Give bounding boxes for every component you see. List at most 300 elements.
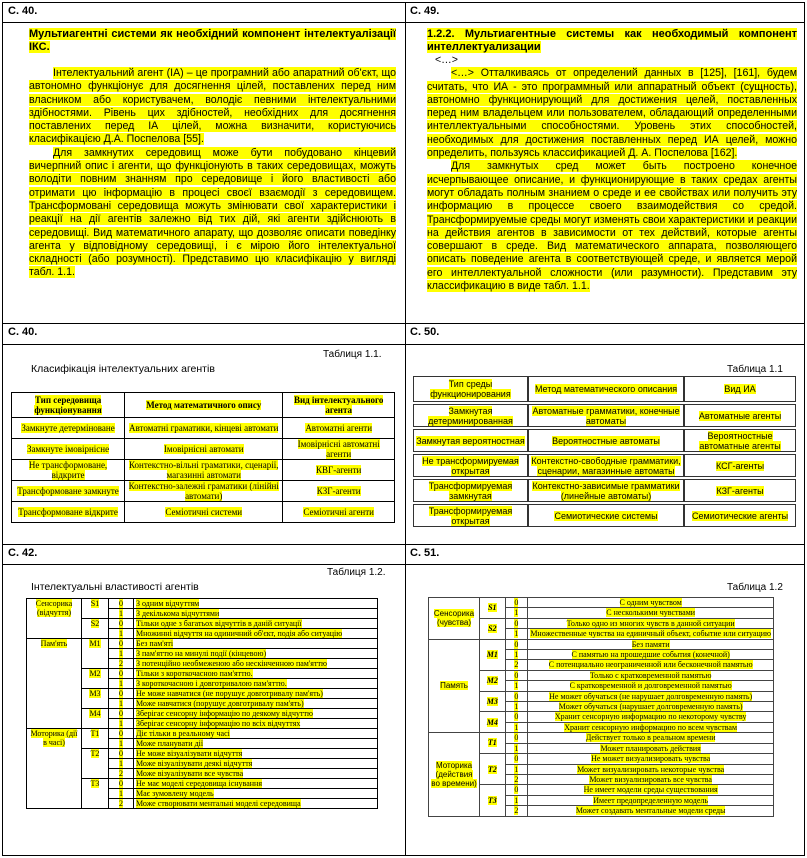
property-code: M2 — [89, 669, 101, 678]
table-cell — [12, 439, 125, 460]
page-ref-rus-1: С. 49. — [410, 5, 440, 17]
ukr-table1-title: Класифікація інтелектуальних агентів — [31, 363, 215, 375]
level-cell — [505, 806, 528, 816]
description-cell — [528, 650, 774, 660]
description-cell-text: Хранит сенсорную информацию по некоторому чувству — [554, 712, 747, 722]
level-cell — [109, 729, 134, 739]
description-cell — [528, 629, 774, 639]
table-cell-text: Не трансформируемая открытая — [422, 455, 519, 476]
description-cell — [528, 681, 774, 691]
table-cell-text: Трансформируемая открытая — [428, 505, 513, 526]
description-cell — [134, 749, 378, 759]
row-divider — [3, 323, 804, 324]
table-row — [429, 618, 774, 628]
table-cell — [684, 479, 796, 502]
level-cell — [505, 712, 528, 722]
level-cell-text: 1 — [514, 650, 519, 660]
level-cell-text: 1 — [514, 608, 519, 618]
table-cell — [413, 479, 528, 502]
table-cell — [528, 429, 684, 452]
table-header-cell — [12, 393, 125, 418]
table-cell — [12, 460, 125, 481]
description-cell — [528, 639, 774, 649]
table-cell — [283, 481, 395, 502]
level-cell — [109, 619, 134, 629]
table-cell-text: Семіотичні агенти — [303, 507, 374, 517]
property-group-cell — [429, 733, 480, 816]
property-code: T2 — [487, 764, 497, 774]
table-row — [12, 439, 395, 460]
description-cell-text: Может планировать действия — [600, 743, 701, 753]
level-cell-text: 1 — [119, 679, 123, 688]
description-cell-text: З короткочасною і довготривалою пам'яттю. — [136, 679, 287, 688]
level-cell — [505, 733, 528, 743]
table-row — [12, 460, 395, 481]
table-cell — [413, 404, 528, 427]
level-cell — [109, 649, 134, 659]
ukr-table2-caption: Таблиця 1.2. — [327, 567, 386, 578]
table-header-cell — [413, 376, 528, 402]
description-cell-text: З пам'яттю на минулі події (кінцевою) — [136, 649, 267, 658]
property-code-cell — [480, 785, 505, 816]
level-cell-text: 0 — [514, 785, 519, 795]
property-code: T3 — [90, 779, 100, 788]
property-code-cell — [480, 618, 505, 639]
property-group-cell — [429, 598, 480, 640]
ukr-text-block — [29, 28, 396, 320]
table-cell — [12, 502, 125, 523]
table-cell — [12, 481, 125, 502]
description-cell-text: Может обучаться (нарушает долговременную память) — [558, 702, 743, 712]
table-row — [413, 454, 796, 477]
description-cell-text: Зберігає сенсорну інформацію по всіх відчуттях — [136, 719, 301, 728]
level-cell — [505, 660, 528, 670]
level-cell — [505, 618, 528, 628]
property-code-cell — [82, 749, 109, 779]
page-ref-ukr-1: С. 40. — [8, 5, 38, 17]
description-cell-text: Тільки одне з багатьох відчуттів в даній ситуації — [136, 619, 302, 628]
level-cell — [505, 608, 528, 618]
property-code-cell — [82, 689, 109, 709]
table-header-cell — [684, 376, 796, 402]
description-cell — [134, 759, 378, 769]
property-code-cell — [82, 639, 109, 669]
level-cell-text: 1 — [119, 789, 123, 798]
level-cell-text: 2 — [119, 799, 123, 808]
description-cell-text: Не має моделі середовища існування — [136, 779, 262, 788]
description-cell-text: З потенційно необмеженою або нескінченною пам'яттю — [136, 659, 327, 668]
table-header-cell-text: Вид інтелектуального агента — [293, 395, 384, 415]
page-ref-ukr-3: С. 42. — [8, 547, 38, 559]
level-cell — [109, 639, 134, 649]
property-code: M1 — [89, 639, 101, 648]
property-code-cell — [480, 712, 505, 733]
property-code-cell — [82, 619, 109, 639]
level-cell-text: 2 — [514, 660, 519, 670]
level-cell-text: 0 — [119, 639, 123, 648]
table-cell — [528, 454, 684, 477]
level-cell-text: 0 — [514, 733, 519, 743]
row-divider — [3, 544, 804, 545]
table-cell-text: КЗГ-агенти — [316, 486, 361, 496]
description-cell — [528, 702, 774, 712]
level-cell — [109, 689, 134, 699]
table-row — [413, 479, 796, 502]
table-cell-text: Семиотические агенты — [692, 510, 789, 521]
description-cell-text: С потенциально неограниченной или бесконечной памятью — [548, 660, 753, 670]
table-cell-text: Замкнуте імовірнісне — [26, 444, 110, 454]
level-cell — [109, 709, 134, 719]
table-cell-text: Контекстно-свободные грамматики, сценарии, магазинные автоматы — [531, 455, 681, 476]
table-row — [429, 733, 774, 743]
level-cell — [109, 769, 134, 779]
level-cell — [505, 754, 528, 764]
table-cell — [12, 418, 125, 439]
description-cell — [528, 795, 774, 805]
level-cell — [505, 785, 528, 795]
rus-table1-caption: Таблица 1.1 — [727, 364, 783, 375]
rus-table2-caption: Таблица 1.2 — [727, 582, 783, 593]
property-code: T1 — [487, 738, 497, 748]
description-cell — [134, 649, 378, 659]
description-cell-text: Может визуализировать все чувства — [589, 774, 712, 784]
description-cell-text: Може візуалізувати деякі відчуття — [136, 759, 253, 768]
level-cell-text: 0 — [119, 599, 123, 608]
table-cell-text: Трансформируемая замкнутая — [428, 480, 513, 501]
ukr-table2-grid — [26, 598, 378, 809]
level-cell-text: 1 — [119, 609, 123, 618]
level-cell-text: 1 — [119, 759, 123, 768]
description-cell — [134, 699, 378, 709]
level-cell-text: 0 — [514, 754, 519, 764]
table-cell — [125, 481, 283, 502]
level-cell-text: 0 — [119, 689, 123, 698]
level-cell-text: 2 — [514, 774, 519, 784]
rus-section-title: 1.2.2. Мультиагентные системы как необходимый компонент интеллектуализации — [427, 28, 797, 53]
level-cell-text: 1 — [119, 739, 123, 748]
table-cell-text: Замкнуте детерміноване — [21, 423, 115, 433]
page-ref-rus-2: С. 50. — [410, 326, 440, 338]
table-header-cell — [528, 376, 684, 402]
table-cell — [684, 454, 796, 477]
property-code: S1 — [488, 603, 497, 613]
description-cell-text: Не может обучаться (не нарушает долговременную память) — [549, 691, 753, 701]
table-cell-text: КЗГ-агенты — [716, 485, 764, 496]
level-cell-text: 1 — [514, 795, 519, 805]
level-cell-text: 0 — [514, 598, 519, 607]
table-row — [12, 502, 395, 523]
description-cell — [528, 712, 774, 722]
level-cell — [109, 679, 134, 689]
level-cell-text: 0 — [514, 618, 519, 628]
table-cell-text: Вероятностные автоматные агенты — [699, 430, 781, 451]
description-cell — [134, 619, 378, 629]
level-cell-text: 1 — [514, 722, 519, 732]
ukr-table2 — [26, 598, 382, 843]
property-code: M2 — [486, 676, 498, 686]
table-cell-text: Автоматные грамматики, конечные автоматы — [532, 405, 680, 426]
level-cell-text: 0 — [119, 749, 123, 758]
description-cell-text: Зберігає сенсорну інформацію по деякому відчуттю — [136, 709, 313, 718]
property-group-label: Моторика (действия во времени) — [431, 760, 477, 788]
level-cell — [505, 670, 528, 680]
description-cell-text: С кратковременной и долговременной памятью — [569, 681, 732, 691]
ukr-table1-caption: Таблиця 1.1. — [323, 349, 382, 360]
description-cell-text: Тільки з короткочасною пам'яттю. — [136, 669, 253, 678]
table-header-cell-text: Метод математического описания — [534, 384, 678, 394]
level-cell-text: 1 — [119, 699, 123, 708]
property-group-label: Сенсорика (відчуття) — [35, 599, 73, 617]
level-cell-text: 1 — [514, 681, 519, 691]
ukr-table1 — [11, 392, 397, 537]
description-cell — [528, 660, 774, 670]
table-header-cell — [125, 393, 283, 418]
description-cell-text: Имеет предопределенную модель — [593, 795, 709, 805]
table-cell — [528, 479, 684, 502]
table-cell — [684, 429, 796, 452]
description-cell — [528, 806, 774, 816]
rus-table2-grid — [428, 597, 774, 817]
level-cell-text: 0 — [514, 639, 519, 649]
level-cell — [109, 749, 134, 759]
level-cell — [109, 779, 134, 789]
level-cell-text: 0 — [514, 712, 519, 722]
ukr-table2-title: Інтелектуальні властивості агентів — [31, 581, 199, 593]
property-group-cell — [27, 639, 82, 729]
table-cell-text: Контекстно-залежні граматики (лінійні автомати) — [128, 481, 279, 501]
table-cell-text: Семиотические системы — [554, 510, 658, 521]
property-group-label: Сенсорика (чувства) — [433, 609, 475, 628]
property-code-cell — [82, 599, 109, 619]
table-row — [413, 429, 796, 452]
description-cell — [134, 629, 378, 639]
property-code: M3 — [89, 689, 101, 698]
table-cell-text: КСГ-агенты — [715, 460, 765, 471]
table-cell — [283, 460, 395, 481]
table-row — [12, 418, 395, 439]
description-cell — [528, 743, 774, 753]
ukr-paragraph-1: Інтелектуальний агент (ІА) – це програмний або апаратний об'єкт, що автономно функціонує для досягнення цілей, поставлених перед ним власником або користувачем, володіє певними інтелектуальними здібностями. Рівень цих здібностей, необхідних для досягнення поставлених перед ІА цілей, можна визначити, користуючись класифікацією Д.А. Поспелова [55]. — [29, 67, 396, 146]
description-cell — [528, 785, 774, 795]
property-code: T2 — [90, 749, 100, 758]
property-code: M1 — [486, 650, 498, 660]
table-cell-text: Замкнутая вероятностная — [416, 435, 525, 446]
rus-paragraph-2: Для замкнутых сред может быть построено конечное исчерпывающее описание, и функционирующие в таких средах агенты могут обладать полным знанием о среде и ее свойствах или получить эту информацию в процессе своего взаимодействия со средой. Трансформируемые среды могут изменять свои характеристики и реакции на действия агентов в зависимости от тех действий, которые агенты совершают в среде. Вид математического аппарата, позволяющего описать поведение агента в соответствующей среде, и является мерой его интеллектуальной сложности (или разумности). Представим эту классификацию в виде табл. 1.1. — [427, 160, 797, 293]
level-cell-text: 0 — [119, 779, 123, 788]
table-cell-text: Вероятностные автоматы — [552, 435, 660, 446]
level-cell — [505, 681, 528, 691]
table-header-row — [12, 393, 395, 418]
level-cell — [505, 650, 528, 660]
property-code-cell — [82, 779, 109, 809]
table-cell-text: Контекстно-вільні граматики, сценарії, магазинні автомати — [128, 460, 279, 480]
property-group-label: Пам'ять — [40, 639, 68, 648]
rus-table1-grid — [413, 374, 796, 529]
table-cell-text: Трансформоване відкрите — [18, 507, 118, 517]
description-cell — [528, 774, 774, 784]
property-group-cell — [27, 599, 82, 639]
level-cell — [109, 629, 134, 639]
level-cell — [109, 659, 134, 669]
property-code: T3 — [487, 795, 497, 805]
table-row — [429, 754, 774, 764]
level-cell-text: 1 — [514, 764, 519, 774]
table-cell — [283, 439, 395, 460]
table-cell — [684, 404, 796, 427]
table-cell — [125, 439, 283, 460]
table-row — [27, 639, 378, 649]
description-cell — [528, 764, 774, 774]
description-cell — [134, 779, 378, 789]
description-cell-text: Может создавать ментальные модели среды — [575, 806, 726, 816]
description-cell — [134, 709, 378, 719]
description-cell-text: Без пам'яті — [136, 639, 174, 648]
description-cell — [134, 669, 378, 679]
property-code: S2 — [488, 624, 497, 634]
level-cell-text: 1 — [119, 649, 123, 658]
table-cell — [125, 460, 283, 481]
page-ref-ukr-2: С. 40. — [8, 326, 38, 338]
table-cell — [413, 454, 528, 477]
table-cell — [413, 504, 528, 527]
description-cell — [528, 618, 774, 628]
level-cell — [505, 795, 528, 805]
description-cell-text: Не может визуализировать чувства — [591, 754, 711, 764]
table-cell-text: Трансформоване замкнуте — [17, 486, 119, 496]
level-cell — [109, 699, 134, 709]
rus-paragraph-1: <…> Отталкиваясь от определений данных в [125], [161], будем считать, что ИА - это программный или аппаратный объект (сущность), автономно функционирующий для достижения целей, поставленных перед ним владельцем или пользователем, обладающий определенными интеллектуальными способностями. Уровень этих способностей, необходимых для достижения поставленных перед ИА целей, можно определить, пользуясь классификацией Д. А. Поспелова [162]. — [427, 67, 797, 160]
description-cell-text: Має зумовлену модель — [136, 789, 214, 798]
description-cell — [528, 608, 774, 618]
description-cell — [134, 679, 378, 689]
description-cell-text: Хранит сенсорную информацию по всем чувствам — [564, 722, 738, 732]
description-cell-text: Только одно из многих чувств в данной ситуации — [566, 618, 735, 628]
description-cell-text: Може навчатися (порушує довготривалу пам'ять) — [136, 699, 304, 708]
level-cell-text: 0 — [514, 691, 519, 701]
description-cell-text: Не може візуалізувати відчуття — [136, 749, 243, 758]
description-cell — [528, 733, 774, 743]
row-divider — [3, 564, 804, 565]
property-code-cell — [480, 733, 505, 754]
description-cell-text: Множинні відчуття на одиничний об'єкт, подія або ситуацію — [136, 629, 343, 638]
level-cell-text: 0 — [119, 709, 123, 718]
description-cell — [134, 739, 378, 749]
table-cell-text: Імовірнісні автоматні агенти — [297, 439, 380, 459]
description-cell-text: Не може навчатися (не порушує довготривалу пам'ять) — [136, 689, 323, 698]
property-code: T1 — [90, 729, 100, 738]
table-cell-text: КВГ-агенти — [316, 465, 362, 475]
level-cell-text: 1 — [514, 743, 519, 753]
page-ref-rus-3: С. 51. — [410, 547, 440, 559]
description-cell-text: Только с кратковременной памятью — [589, 670, 712, 680]
level-cell-text: 0 — [514, 670, 519, 680]
level-cell — [109, 759, 134, 769]
property-code-cell — [480, 639, 505, 670]
level-cell-text: 0 — [119, 729, 123, 738]
level-cell — [505, 764, 528, 774]
level-cell — [505, 743, 528, 753]
rus-text-block — [427, 28, 797, 320]
table-row — [429, 639, 774, 649]
property-group-cell — [429, 639, 480, 733]
description-cell-text: Множественные чувства на единичный объект, событие или ситуацию — [530, 629, 771, 639]
table-cell-text: Семіотичні системи — [165, 507, 243, 517]
row-divider — [3, 22, 804, 23]
description-cell — [528, 670, 774, 680]
level-cell — [109, 799, 134, 809]
table-row — [413, 504, 796, 527]
level-cell-text: 2 — [119, 659, 123, 668]
description-cell — [528, 691, 774, 701]
description-cell-text: С несколькими чувствами — [606, 608, 696, 618]
description-cell — [134, 719, 378, 729]
level-cell — [109, 599, 134, 609]
property-code-cell — [480, 598, 505, 619]
description-cell — [528, 598, 774, 608]
property-code-cell — [82, 729, 109, 749]
table-row — [429, 598, 774, 608]
table-cell — [528, 504, 684, 527]
table-cell-text: Автоматные агенты — [698, 410, 782, 421]
description-cell-text: С одним чувством — [619, 598, 682, 607]
description-cell — [134, 599, 378, 609]
table-row — [429, 712, 774, 722]
description-cell — [134, 789, 378, 799]
level-cell — [505, 691, 528, 701]
table-row — [413, 404, 796, 427]
level-cell — [109, 609, 134, 619]
property-group-label: Моторика (дії в часі) — [30, 729, 78, 747]
description-cell-text: З декількома відчуттями — [136, 609, 220, 618]
table-header-cell-text: Тип среды функционирования — [430, 379, 511, 399]
description-cell — [134, 689, 378, 699]
level-cell-text: 1 — [119, 629, 123, 638]
table-cell — [283, 418, 395, 439]
table-header-cell-text: Тип середовища функціонування — [34, 395, 102, 415]
level-cell — [505, 702, 528, 712]
table-cell — [125, 502, 283, 523]
table-cell-text: Автоматні граматики, кінцеві автомати — [129, 423, 279, 433]
level-cell-text: 1 — [514, 702, 519, 712]
description-cell-text: З одним відчуттям — [136, 599, 200, 608]
level-cell — [505, 639, 528, 649]
table-cell — [413, 429, 528, 452]
property-code: S1 — [90, 599, 100, 608]
level-cell-text: 1 — [514, 629, 519, 639]
description-cell — [134, 729, 378, 739]
description-cell — [134, 659, 378, 669]
table-header-row — [413, 376, 796, 402]
level-cell — [109, 719, 134, 729]
description-cell — [134, 639, 378, 649]
property-code: M4 — [486, 717, 498, 727]
column-divider — [405, 3, 406, 855]
level-cell — [505, 629, 528, 639]
table-header-cell — [283, 393, 395, 418]
description-cell — [528, 754, 774, 764]
level-cell — [505, 598, 528, 608]
description-cell-text: Може створювати ментальні моделі середовища — [136, 799, 301, 808]
property-code-cell — [82, 709, 109, 729]
level-cell-text: 1 — [119, 719, 123, 728]
ukr-paragraph-2: Для замкнутих середовищ може бути побудовано кінцевий вичерпний опис і агенти, що функціонують в таких середовищах, можуть володіти повним знанням про середовище і його властивості або отримати цю інформацію в процесі своєї взаємодії з середовищем. Трансформовані середовища можуть змінювати свої характеристики і реакції на дії агентів залежно від тих дій, які агенти здійснюють в середовищі. Вид математичного апарату, що дозволяє описати поведінку агента у відповідному середовищі, і є мірою його інтелектуальної складності (або розумності). Представимо цю класифікацію у вигляді табл. 1.1. — [29, 146, 396, 279]
table-cell-text: Контекстно-зависимые грамматики (линейные автоматы) — [532, 480, 680, 501]
description-cell-text: Може візуалізувати все чувства — [136, 769, 244, 778]
table-row — [12, 481, 395, 502]
level-cell — [109, 669, 134, 679]
level-cell — [109, 739, 134, 749]
property-code: M3 — [486, 696, 498, 706]
